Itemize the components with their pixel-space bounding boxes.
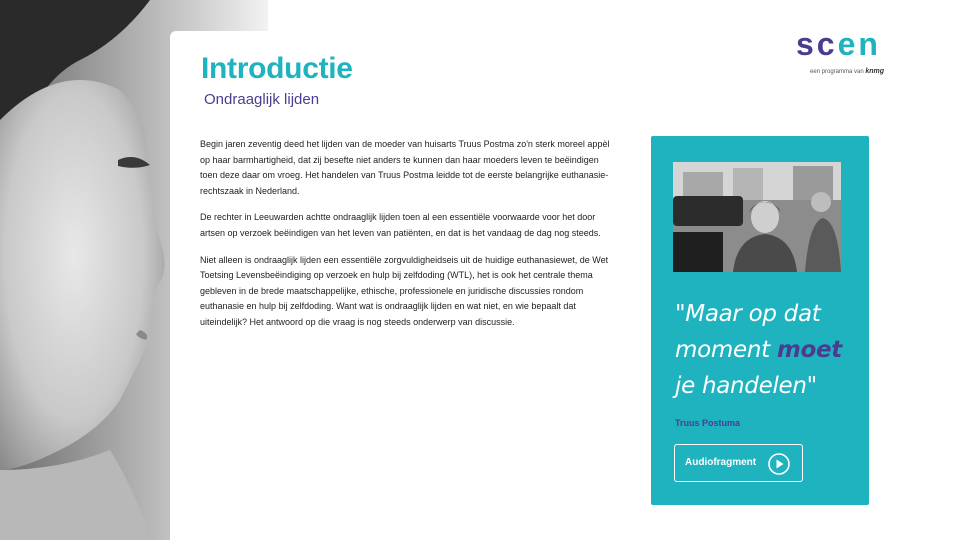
intro-text [200, 137, 610, 342]
quote-part1: "Maar op dat moment [675, 301, 821, 363]
audio-button-label: Audiofragment [685, 457, 757, 468]
paragraph: Begin jaren zeventig deed het lijden van de moeder van huisarts Truus Postma zo'n sterk moreel appèl op haar barmhartigheid, dat zij besefte niet anders te kunnen dan haar moeders leven te beëindigen toen deze daar om vroeg. Het handelen van Truus Postma leidde tot de eerste belangrijke euthanasie-rechtszaak in Nederland. [200, 139, 610, 196]
scen-logo[interactable] [796, 26, 896, 82]
quote-part2: je handelen" [675, 373, 817, 399]
quote-photo [673, 162, 841, 272]
quote-text [675, 296, 860, 404]
logo-wordmark [796, 26, 881, 62]
logo-tagline-text: een programma van [810, 69, 864, 75]
quote-highlight: moet [776, 337, 843, 363]
logo-word-part1: sc [796, 26, 838, 62]
audio-fragment-button[interactable] [674, 444, 803, 482]
paragraph: Niet alleen is ondraaglijk lijden een essentiële zorgvuldigheidseis uit de huidige euthanasiewet, de Wet Toetsing Levensbeëindiging op verzoek en hulp bij zelfdoding (WTL), het is ook het centrale thema gebleven in de brede maatschappelijke, ethische, professionele en juridische discussies rondom euthanasie en hulp bij zelfdoding. Want wat is ondraaglijk lijden en wat niet, en wie bepaalt dat uiteindelijk? Het antwoord op die vraag is nog steeds onderwerp van discussie. [200, 254, 609, 327]
play-circle-icon [768, 453, 790, 475]
paragraph: De rechter in Leeuwarden achtte ondraaglijk lijden toen al een essentiële voorwaarde voor het door artsen op verzoek beëindigen van het leven van patiënten, en dat is het vandaag de dag nog steeds. [200, 212, 601, 238]
logo-tagline-brand: knmg [865, 68, 885, 75]
page-subtitle: Ondraaglijk lijden [204, 91, 320, 108]
page-title: Introductie [201, 52, 353, 85]
quote-box [651, 136, 869, 505]
logo-tagline [810, 68, 884, 75]
quote-author: Truus Postuma [675, 418, 741, 428]
logo-word-part2: en [837, 26, 881, 62]
